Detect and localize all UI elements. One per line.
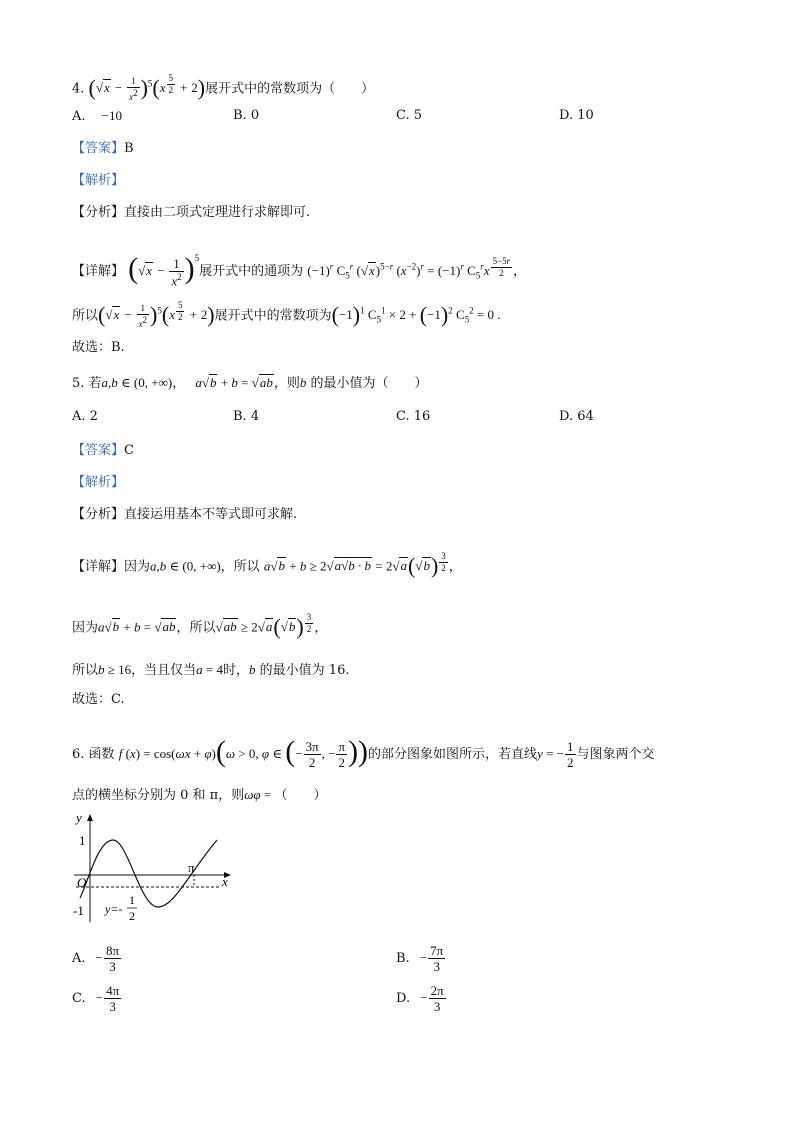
- q5-analysis-tag: 【解析】: [72, 475, 125, 490]
- q4-number: 4.: [72, 81, 85, 97]
- q5-option-d[interactable]: D. 64: [559, 409, 594, 424]
- q4-option-a[interactable]: [72, 108, 122, 124]
- q4-option-d[interactable]: D. 10: [559, 108, 594, 123]
- cosine-graph: [70, 812, 240, 932]
- answer-value: C: [124, 443, 134, 458]
- q4-analysis-tag: 【解析】: [72, 173, 125, 188]
- option-num: 7π: [430, 943, 444, 958]
- q6-stem-mid: 的部分图象如图所示，若直线: [368, 747, 538, 762]
- detail-tag: 【详解】: [72, 264, 125, 279]
- y-axis-arrow: [87, 814, 93, 821]
- q4-line2: 所以(√x − $\frac{1}{x^2}$ )$^5$(x $^{\frac{5}{2}}$ + 2)展开式中的常数项为$(-1)^1$ $C_5^1 \times 2 + (-1)^2$ $C_5^2 = 0$ .: [72, 300, 501, 329]
- curve: [80, 840, 217, 907]
- q6-stem: 6. 函数 f (x) = cos(ωx + φ)(ω > 0, φ ∈ (− $\frac{3\pi}{2}$ , − $\frac{\pi}{2}$ ))的部分图象如图所示，若直线y = − $\frac{1}{2}$ 与图象两个交: [72, 735, 655, 770]
- q6-option-c[interactable]: C. − $\frac{4\pi}{3}$: [72, 983, 120, 1014]
- q5-line2: 因为a√b + b = √ab，所以√ab ≥ 2√a(√b) $^{\frac{3}{2}}$ ，: [72, 612, 328, 640]
- y-axis-label: y: [76, 812, 82, 825]
- q4-stem-text: 展开式中的常数项为（ ）: [205, 81, 375, 97]
- option-num: 8π: [106, 943, 120, 958]
- line-label-num: 1: [129, 893, 135, 907]
- answer-tag: 【答案】: [72, 443, 125, 458]
- line3-a: 所以: [72, 663, 99, 678]
- detail-tag: 【详解】: [72, 559, 125, 575]
- line3-d: 的最小值为 16.: [259, 663, 350, 678]
- fenxi-tag: 【分析】: [72, 507, 125, 522]
- q5-conclusion: 故选：C.: [72, 692, 125, 707]
- q5-detail: 【详解】因为a,b ∈ (0, +∞)，所以 a√b + b ≥ 2√a√b · b = 2√a(√b) $^{\frac{3}{2}}$ ，: [72, 551, 462, 579]
- q4-detail: 【详解】 (√x − $\frac{1}{x^2}$ )$^5$展开式中的通项为 $(-1)^r$ $C_5^r$ $(√x)^{5-r}$ $(x^{-2})^r = (-1)^r$ $C_5^rx$ $^{\frac{5-5r}{2}}$ ，: [72, 252, 527, 289]
- option-den: 3: [109, 959, 116, 974]
- q4-fenxi: [72, 203, 310, 223]
- q6-stem-line2-text: 点的横坐标分别为 0 和 π，则: [72, 788, 245, 803]
- q5-stem-text: 的最小值为（ ）: [310, 376, 428, 391]
- line3-c: 时，: [223, 663, 250, 678]
- answer-tag: 【答案】: [72, 141, 125, 156]
- line2-b: ，所以: [176, 620, 216, 636]
- line2-a: 因为: [72, 620, 99, 636]
- answer-value: B: [124, 141, 134, 156]
- q4-option-c[interactable]: C. 5: [396, 108, 423, 123]
- q5-answer: [72, 441, 134, 461]
- q6-stem-line2-end: （ ）: [274, 788, 327, 803]
- q4-option-a-value: −10: [101, 108, 123, 123]
- option-letter: A.: [72, 951, 86, 966]
- tick-pi: π: [188, 860, 195, 875]
- x-axis-label: x: [222, 874, 228, 889]
- q4-option-a-letter: A.: [72, 109, 86, 124]
- q5-option-c[interactable]: C. 16: [396, 409, 431, 424]
- q5-line3: 所以b ≥ 16，当且仅当a = 4时，b 的最小值为 16.: [72, 662, 350, 678]
- tick-1: 1: [79, 833, 86, 848]
- option-num: 2π: [430, 983, 444, 998]
- option-den: 3: [109, 999, 116, 1014]
- detail-mid: 展开式中的通项为: [199, 264, 304, 279]
- q5-number: 5. 若: [72, 376, 102, 391]
- line-prefix: 所以: [72, 308, 99, 324]
- option-letter: D.: [396, 991, 411, 1006]
- q5-stem-cond: ，则: [273, 376, 300, 391]
- line3-b: ，当且仅当: [131, 663, 197, 678]
- q6-option-a[interactable]: A. − $\frac{8\pi}{3}$: [72, 943, 120, 974]
- q6-option-b[interactable]: B. − $\frac{7\pi}{3}$: [396, 943, 444, 974]
- option-letter: C.: [72, 991, 86, 1006]
- option-den: 3: [433, 999, 441, 1014]
- option-letter: B.: [396, 951, 410, 966]
- q4-answer: [72, 139, 134, 159]
- q5-option-b[interactable]: B. 4: [233, 409, 260, 424]
- option-num: 4π: [106, 983, 120, 998]
- line-mid: 展开式中的常数项为: [214, 308, 332, 324]
- origin-label: O: [77, 875, 87, 890]
- q6-stem-end: 与图象两个交: [576, 747, 655, 762]
- q5-fenxi: [72, 505, 297, 525]
- fenxi-text: 直接由二项式定理进行求解即可.: [124, 205, 311, 220]
- fenxi-text: 直接运用基本不等式即可求解.: [124, 507, 298, 522]
- q4-option-b[interactable]: B. 0: [233, 108, 260, 123]
- detail-b: ，所以: [220, 559, 260, 575]
- tick-minus-1: -1: [73, 903, 84, 918]
- q5-option-a[interactable]: A. 2: [72, 409, 98, 424]
- line-label-den: 2: [129, 909, 135, 923]
- q4-stem: 4. (√x − $\frac{1}{x^2}$ )$^5$(x $^{\frac{5}{2}}$ + 2)展开式中的常数项为（ ）: [72, 73, 375, 102]
- fenxi-tag: 【分析】: [72, 205, 125, 220]
- q6-option-d[interactable]: D. − $\frac{2\pi}{3}$: [396, 983, 444, 1014]
- q6-stem-line2: 点的横坐标分别为 0 和 π，则ωφ = （ ）: [72, 787, 327, 803]
- q5-stem: 5. 若a,b ∈ (0, +∞)， a√b + b = √ab，则b 的最小值为（ ）: [72, 375, 428, 391]
- line-label: y=-: [105, 902, 123, 916]
- q6-number: 6. 函数: [72, 747, 115, 762]
- option-den: 3: [433, 959, 440, 974]
- q4-conclusion: 故选：B.: [72, 340, 125, 355]
- detail-a: 因为: [124, 559, 151, 575]
